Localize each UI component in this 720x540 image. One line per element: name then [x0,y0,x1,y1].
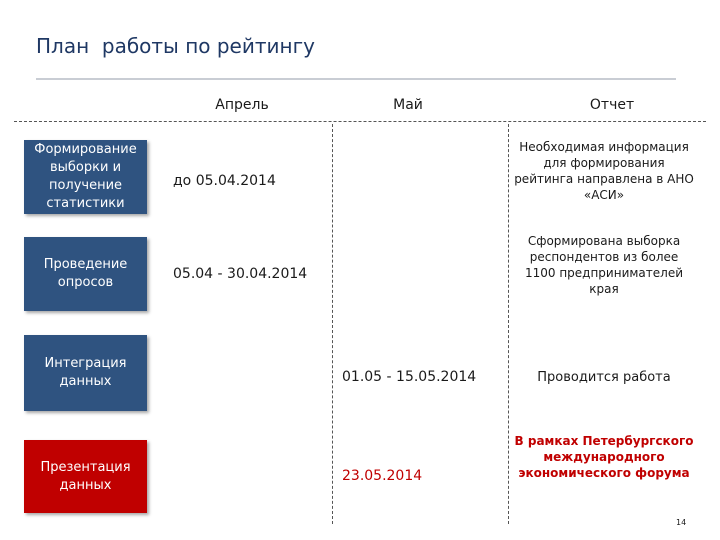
column-header-april: Апрель [215,97,269,113]
title-underline [36,78,676,80]
row-label-box-presentation [24,440,147,513]
row-label-box-integration [24,335,147,411]
column-divider-may-report [508,124,509,524]
row-report-integration: Проводится работа [537,370,671,385]
row-label-box-surveys [24,237,147,311]
row-date-presentation: 23.05.2014 [342,468,423,484]
row-date-surveys: 05.04 - 30.04.2014 [173,266,308,282]
row-label-box-sampling [24,140,147,214]
page-number: 14 [676,518,687,527]
row-report-presentation: В рамках Петербургского международного экономического форума [514,434,694,480]
slide-title: План работы по рейтингу [36,34,315,58]
row-label: Презентация данных [40,459,131,493]
column-divider-april-may [332,124,333,524]
row-report-sampling: Необходимая информация для формирования рейтинга направлена в АНО «АСИ» [514,140,694,202]
header-divider [14,121,706,122]
row-label: Формирование выборки и получение статистики [34,142,137,211]
row-date-sampling: до 05.04.2014 [173,173,276,189]
row-label: Проведение опросов [43,257,128,290]
column-header-report: Отчет [589,97,635,113]
row-date-integration: 01.05 - 15.05.2014 [342,369,477,385]
row-report-surveys: Сформирована выборка респондентов из более 1100 предпринимателей края [524,234,684,296]
column-header-may: Май [393,97,423,113]
row-label: Интеграция данных [44,356,127,389]
